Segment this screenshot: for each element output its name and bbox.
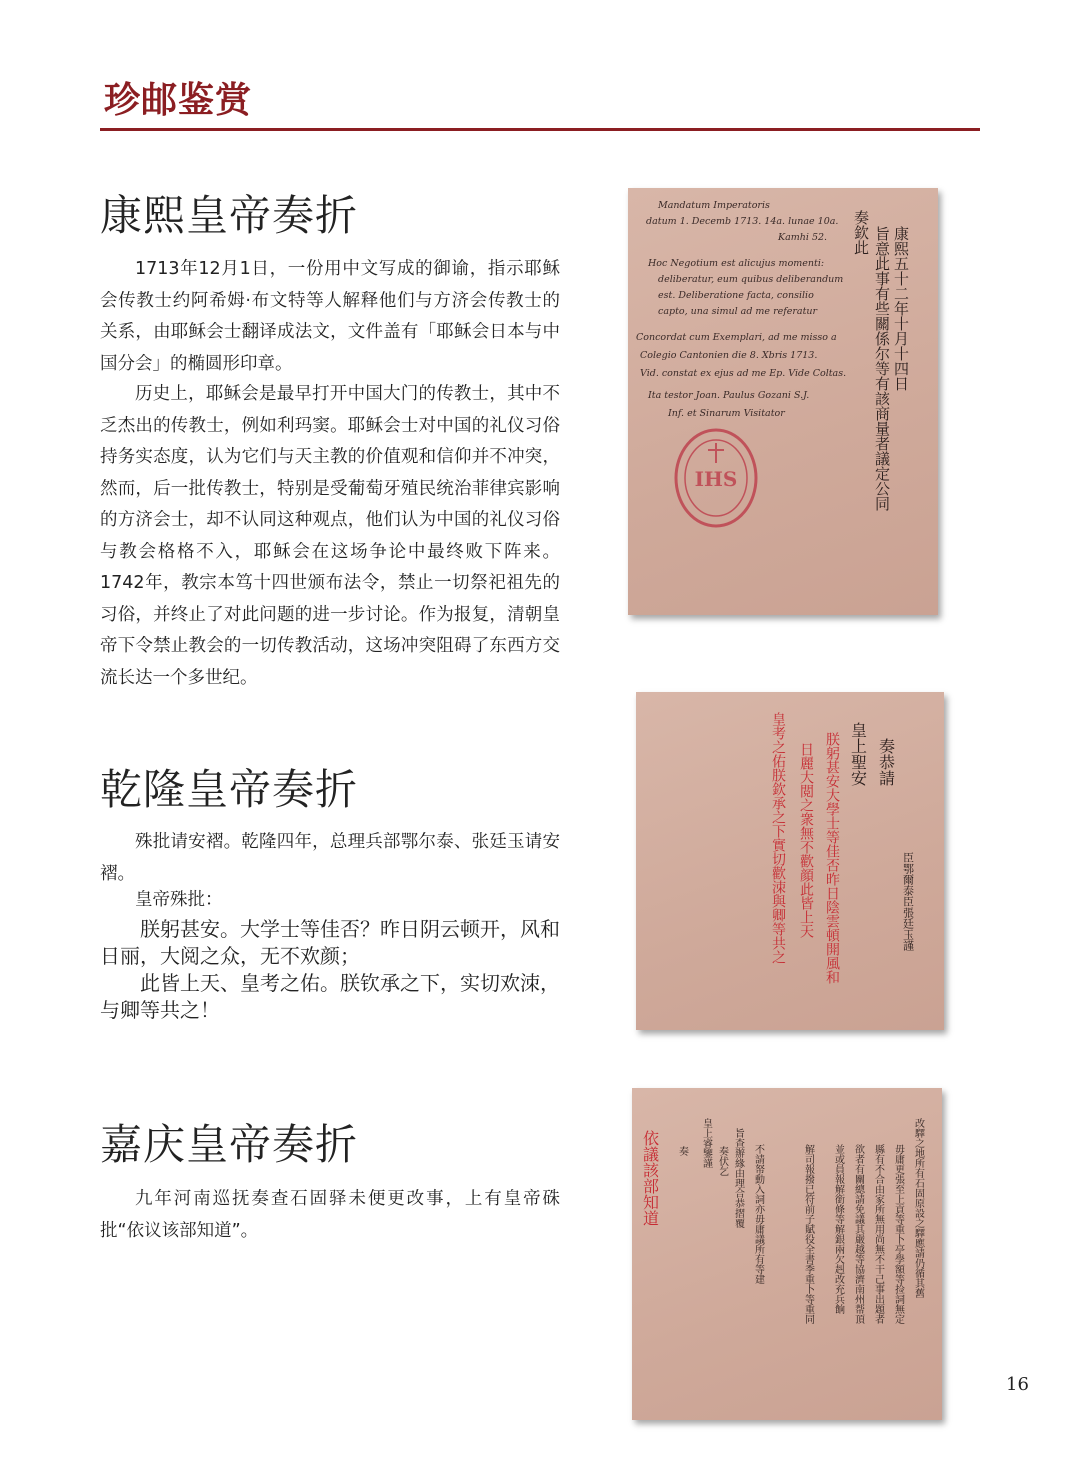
chinese-column: 欲者有關總請免議其嚴越等協濟南州帮頂 (852, 1144, 864, 1324)
qianlong-memorial-image (636, 692, 944, 1030)
vermilion-column: 日麗大閲之衆無不歡顔此皆上天 (798, 742, 814, 938)
chinese-column: 臣鄂爾泰臣張廷玉謹 (901, 852, 915, 951)
chinese-column: 解司報撥已符前子賦役全書季重卜等重同 (802, 1144, 814, 1324)
latin-line: datum 1. Decemb 1713. 14a. lunae 10a. (646, 216, 839, 227)
chinese-column: 毋庸更張至上貢等重卜亭學額等捡詞無定 (892, 1144, 904, 1324)
latin-line: Mandatum Imperatoris (658, 200, 770, 211)
vermilion-column: 皇考之佑朕欽承之下實切歡洓與卿等共之 (770, 712, 786, 964)
chinese-column: 並或員報解銜條等解銀兩欠赳改充兵餉 (832, 1144, 844, 1314)
poem-line: 此皆上天、皇考之佑。朕钦承之下，实切欢洓，与卿等共之！ (100, 971, 560, 1022)
page-number: 16 (1006, 1374, 1029, 1395)
chinese-column: 皇上聖安 (848, 722, 868, 786)
latin-line: Vid. constat ex ejus ad me Ep. Vide Coltas. (640, 368, 847, 379)
latin-line: Kamhi 52. (778, 232, 828, 243)
chinese-column: 不請帑動入詞亦毋庸議所有等建 (752, 1144, 764, 1284)
chinese-column: 奏伏乞 (716, 1146, 728, 1176)
paragraph: 皇帝殊批： (135, 890, 223, 910)
vermilion-column: 依議該部知道 (640, 1130, 660, 1226)
vermilion-column: 朕躬甚安大學士等佳否昨日陰雲頓開風和 (824, 732, 840, 984)
poem-line: 朕躬甚安。大学士等佳否？昨日阴云顿开，风和日丽，大阅之众，无不欢颜； (100, 917, 560, 968)
latin-line: Hoc Negotium est alicujus momenti: (648, 258, 825, 269)
imperial-poem (100, 916, 560, 1024)
chinese-column: 奏欽此 (852, 210, 870, 255)
jiaqing-memorial-image (632, 1088, 942, 1420)
latin-line: Colegio Cantonien die 8. Xbris 1713. (640, 350, 818, 361)
paragraph: 1713年12月1日，一份用中文写成的御谕，指示耶稣会传教士约阿希姆·布文特等人解释他们与方济会传教士的关系，由耶稣会士翻译成法文，文件盖有「耶稣会日本与中国分会」的椭圆形印章。 (100, 259, 560, 374)
chinese-column: 改驛之地所有石固原設之驛應請仍循其舊 (912, 1118, 924, 1298)
latin-line: Concordat cum Exemplari, ad me misso a (636, 332, 837, 343)
paragraph: 九年河南巡抚奏查石固驿未便更改事，上有皇帝硃批“依议该部知道”。 (100, 1189, 560, 1241)
kangxi-memorial-image (628, 188, 938, 615)
section-title-qianlong: 乾隆皇帝奏折 (100, 765, 359, 814)
latin-line: est. Deliberatione facta, consilio (658, 290, 814, 301)
latin-line: capto, una simul ad me referatur (658, 306, 818, 317)
paragraph: 殊批请安褶。乾隆四年，总理兵部鄂尔泰、张廷玉请安褶。 (100, 832, 560, 884)
latin-line: Inf. et Sinarum Visitator (668, 408, 785, 419)
chinese-column: 奏恭請 (876, 738, 896, 786)
paragraph: 历史上，耶稣会是最早打开中国大门的传教士，其中不乏杰出的传教士，例如利玛窦。耶稣会士对中国的礼仪习俗持务实态度，认为它们与天主教的价值观和信仰并不冲突，然而，后一批传教士，特别是受葡萄牙殖民统治菲律宾影响的方济会士，却不认同这种观点，他们认为中国的礼仪习俗与教会格格不入，耶稣会在这场争论中最终败下阵来。1742年，教宗本笃十四世颁布法令，禁止一切祭祀祖先的习俗，并终止了对此问题的进一步讨论。作为报复，清朝皇帝下令禁止教会的一切传教活动，这场冲突阻碍了东西方交流长达一个多世纪。 (100, 384, 560, 688)
section-title-jiaqing: 嘉庆皇帝奏折 (100, 1120, 359, 1169)
latin-line: Ita testor Joan. Paulus Gozani S.J. (648, 390, 810, 401)
chinese-column: 奏 (676, 1146, 688, 1156)
chinese-column: 康熙五十二年十月十四日 (892, 226, 910, 391)
chinese-column: 旨查辦緣由理合恭摺覆 (732, 1128, 744, 1228)
seal-monogram: IHS (694, 467, 738, 491)
chinese-column: 旨意此事有些關係尔等有該商量者議定公同 (873, 226, 891, 511)
latin-line: deliberatur, eum quibus deliberandum (658, 274, 844, 285)
chinese-column: 皇上睿鑒謹 (700, 1118, 712, 1168)
page-header-title: 珍邮鉴赏 (104, 79, 253, 121)
jesuit-seal (676, 430, 756, 526)
header-divider (100, 128, 980, 131)
section-title-kangxi: 康熙皇帝奏折 (100, 191, 359, 240)
chinese-column: 縣有不合由家所無用尚無不干己事出題者 (872, 1144, 884, 1324)
